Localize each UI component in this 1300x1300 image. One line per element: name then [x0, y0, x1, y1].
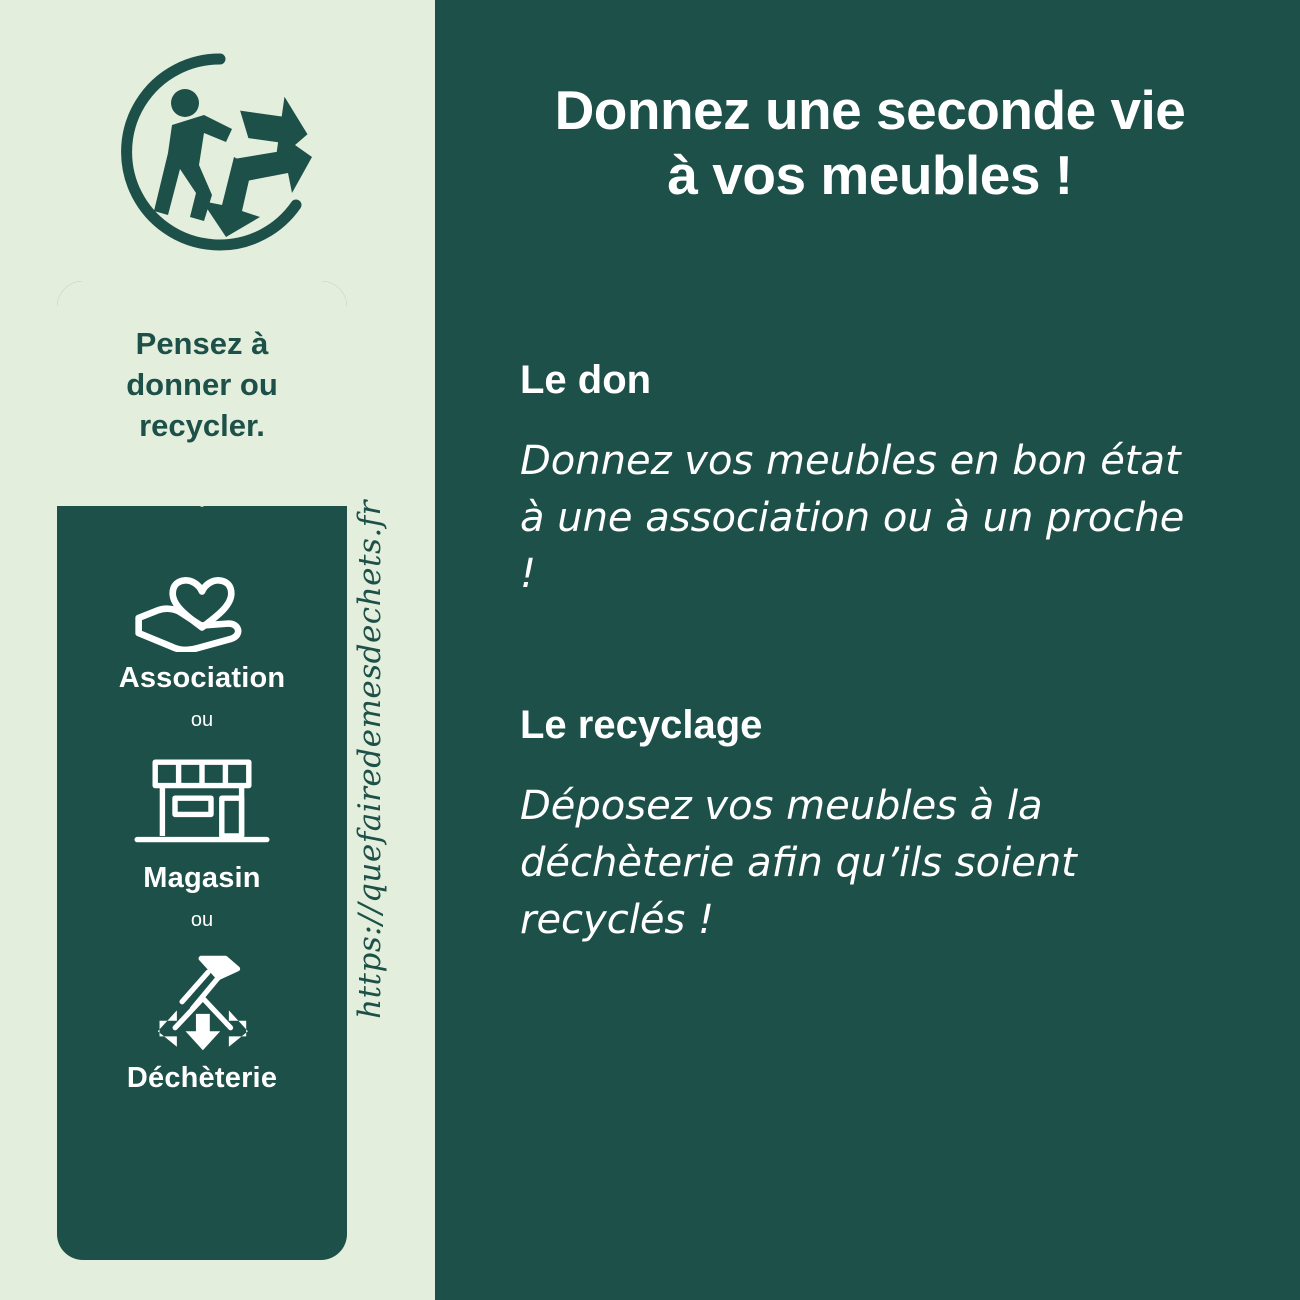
section-title-don: Le don [520, 357, 652, 402]
ribbon-steps [57, 506, 347, 1095]
left-panel [0, 0, 435, 1300]
ribbon-heading-line-3: recycler. [139, 408, 265, 444]
ribbon-heading [57, 323, 347, 447]
sections [520, 358, 1210, 949]
section-body-don: Donnez vos meubles en bon état à une association ou à un proche ! [520, 437, 1185, 598]
donate-recycle-ribbon [57, 281, 347, 1260]
ribbon-header [57, 281, 347, 506]
website-url[interactable]: https://quefairedemesdechets.fr [352, 500, 388, 1019]
hand-heart-icon [57, 548, 347, 652]
shop-icon [57, 748, 347, 852]
step-label-association: Association [118, 662, 286, 694]
section-don [520, 358, 1210, 603]
section-recyclage [520, 703, 1210, 948]
right-panel [435, 0, 1300, 1300]
step-label-dechterie: Déchèterie [126, 1062, 278, 1094]
step-dechterie [57, 948, 347, 1095]
step-separator-2: ou [190, 909, 214, 931]
ribbon-heading-line-2: donner ou [126, 367, 278, 403]
page-title [480, 78, 1260, 208]
step-magasin [57, 748, 347, 895]
section-body-recyclage: Déposez vos meubles à la déchèterie afin qu’ils soient recyclés ! [520, 783, 1077, 943]
page-title-line-1: Donnez une seconde vie [554, 79, 1186, 141]
ribbon-notch [57, 445, 347, 507]
section-title-recyclage: Le recyclage [520, 703, 763, 748]
step-association [57, 548, 347, 695]
ribbon-heading-line-1: Pensez à [135, 326, 269, 361]
waste-collection-icon [57, 948, 347, 1052]
step-separator-1: ou [190, 709, 214, 731]
step-label-magasin: Magasin [143, 862, 261, 894]
page-title-line-2: à vos meubles ! [667, 143, 1073, 206]
recycling-person-icon [100, 45, 330, 260]
